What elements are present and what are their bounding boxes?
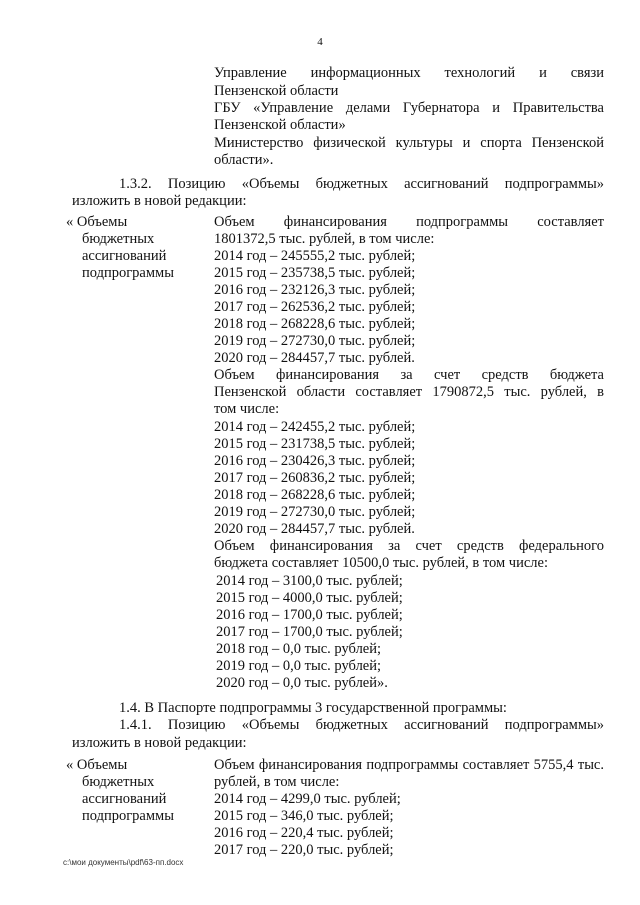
table2-right-line: 2015 год – 346,0 тыс. рублей;: [214, 808, 394, 824]
org-line: Управление информационных технологий и связи: [214, 65, 604, 81]
table1-right-line: Объем финансирования подпрограммы составляет: [214, 214, 604, 230]
table2-left-label: бюджетных: [82, 774, 155, 790]
table1-right-line: бюджета составляет 10500,0 тыс. рублей, в том числе:: [214, 555, 548, 571]
table1-right-line: 2019 год – 272730,0 тыс. рублей;: [214, 504, 416, 520]
table1-right-line: 2020 год – 0,0 тыс. рублей».: [216, 675, 388, 691]
table1-right-line: 2014 год – 242455,2 тыс. рублей;: [214, 419, 416, 435]
table1-right-line: 2018 год – 0,0 тыс. рублей;: [216, 641, 382, 657]
table2-right-line: 2014 год – 4299,0 тыс. рублей;: [214, 791, 401, 807]
table1-right-line: 1801372,5 тыс. рублей, в том числе:: [214, 231, 435, 247]
table1-right-line: 2015 год – 231738,5 тыс. рублей;: [214, 436, 416, 452]
table1-right-line: 2016 год – 230426,3 тыс. рублей;: [214, 453, 416, 469]
table2-right-line: рублей, в том числе:: [214, 774, 340, 790]
table1-right-line: 2015 год – 235738,5 тыс. рублей;: [214, 265, 416, 281]
table1-right-line: 2016 год – 1700,0 тыс. рублей;: [216, 607, 403, 623]
table1-right-line: 2017 год – 262536,2 тыс. рублей;: [214, 299, 416, 315]
section-141-continuation: изложить в новой редакции:: [72, 735, 247, 751]
table2-left-label: « Объемы: [66, 757, 128, 773]
table2-left-label: ассигнований: [82, 791, 167, 807]
org-line: области».: [214, 152, 274, 168]
table1-right-line: 2016 год – 232126,3 тыс. рублей;: [214, 282, 416, 298]
section-132-heading: 1.3.2. Позицию «Объемы бюджетных ассигнований подпрограммы»: [119, 176, 604, 192]
table1-right-line: 2014 год – 245555,2 тыс. рублей;: [214, 248, 416, 264]
org-line: Пензенской области»: [214, 117, 346, 133]
table2-right-line: Объем финансирования подпрограммы составляет 5755,4 тыс.: [214, 757, 604, 773]
table1-right-line: 2017 год – 1700,0 тыс. рублей;: [216, 624, 403, 640]
file-path-footer: c:\мои документы\pdf\63-пп.docx: [63, 858, 184, 867]
table1-right-line: 2019 год – 0,0 тыс. рублей;: [216, 658, 382, 674]
table1-right-line: 2018 год – 268228,6 тыс. рублей;: [214, 487, 416, 503]
section-14-heading: 1.4. В Паспорте подпрограммы 3 государственной программы:: [119, 700, 507, 716]
table2-right-line: 2016 год – 220,4 тыс. рублей;: [214, 825, 394, 841]
table1-right-line: 2018 год – 268228,6 тыс. рублей;: [214, 316, 416, 332]
table1-right-line: 2017 год – 260836,2 тыс. рублей;: [214, 470, 416, 486]
table1-right-line: том числе:: [214, 401, 280, 417]
table1-right-line: 2020 год – 284457,7 тыс. рублей.: [214, 350, 415, 366]
org-line: Министерство физической культуры и спорта Пензенской: [214, 135, 604, 151]
page-number: 4: [317, 36, 323, 48]
table2-right-line: 2017 год – 220,0 тыс. рублей;: [214, 842, 394, 858]
org-line: ГБУ «Управление делами Губернатора и Правительства: [214, 100, 604, 116]
table1-right-line: Пензенской области составляет 1790872,5 тыс. рублей, в: [214, 384, 604, 400]
section-141-heading: 1.4.1. Позицию «Объемы бюджетных ассигнований подпрограммы»: [119, 717, 604, 733]
org-line: Пензенской области: [214, 83, 339, 99]
table1-right-line: 2019 год – 272730,0 тыс. рублей;: [214, 333, 416, 349]
table1-left-label: ассигнований: [82, 248, 167, 264]
table1-right-line: 2020 год – 284457,7 тыс. рублей.: [214, 521, 415, 537]
section-132-continuation: изложить в новой редакции:: [72, 193, 247, 209]
table2-left-label: подпрограммы: [82, 808, 174, 824]
table1-left-label: бюджетных: [82, 231, 155, 247]
table1-right-line: 2015 год – 4000,0 тыс. рублей;: [216, 590, 403, 606]
table1-right-line: 2014 год – 3100,0 тыс. рублей;: [216, 573, 403, 589]
table1-right-line: Объем финансирования за счет средств бюджета: [214, 367, 604, 383]
table1-left-label: подпрограммы: [82, 265, 174, 281]
table1-left-label: « Объемы: [66, 214, 128, 230]
table1-right-line: Объем финансирования за счет средств федерального: [214, 538, 604, 554]
